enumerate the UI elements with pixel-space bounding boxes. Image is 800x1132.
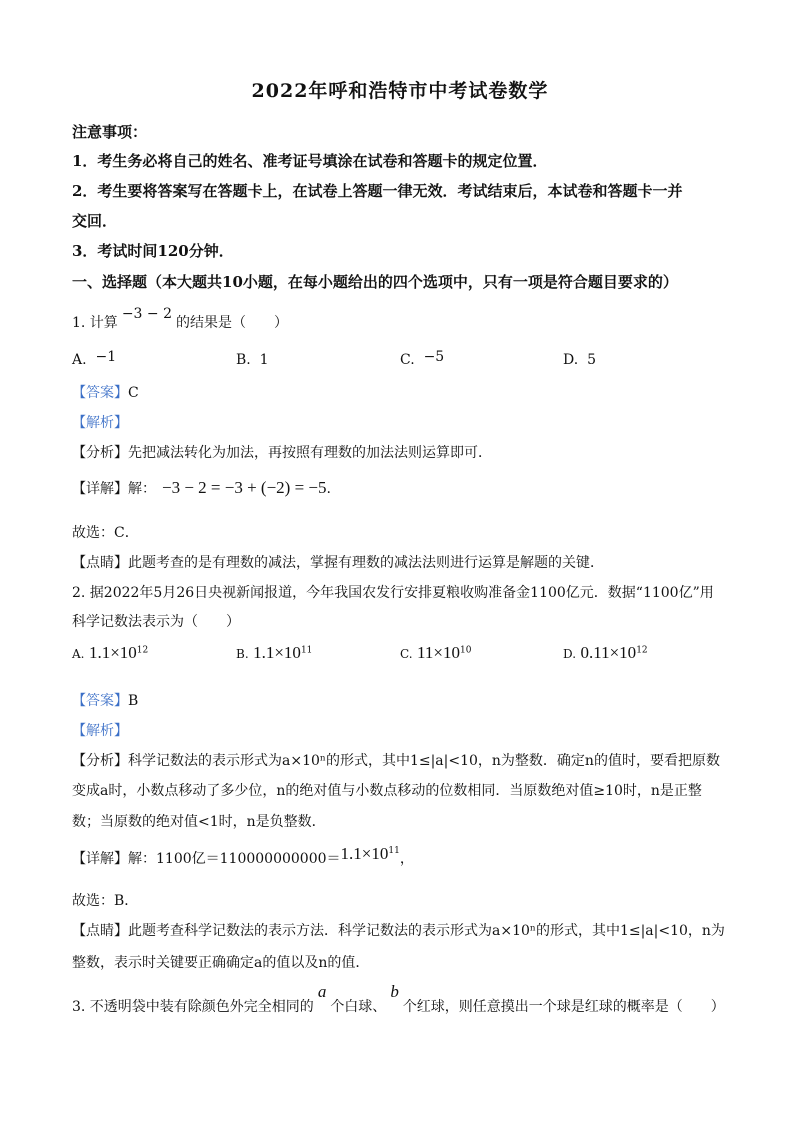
q1-detail: 【详解】解： −3 − 2 = −3 + (−2) = −5. bbox=[72, 478, 331, 497]
answer-value: B bbox=[128, 693, 139, 709]
q2-analysis-line-2: 变成a时，小数点移动了多少位，n的绝对值与小数点移动的位数相同．当原数绝对值≥10时，n是正整 bbox=[72, 783, 702, 799]
q2-detail: 【详解】解：1100亿$=110000000000=1.1\times 10^{11}$， bbox=[72, 844, 414, 867]
question-2-line-2: 科学记数法表示为（ ） bbox=[72, 614, 240, 630]
q1-prefix: 1. 计算 bbox=[72, 315, 118, 331]
answer-value: C bbox=[128, 385, 139, 401]
q1-choose: 故选：C． bbox=[72, 525, 139, 541]
q2-answer bbox=[72, 690, 138, 710]
q1-option-a: A. −1 bbox=[72, 349, 117, 368]
question-2-line-1: 2. 据2022年5月26日央视新闻报道，今年我国农发行安排夏粮收购准备金1100亿元．数据“1100亿”用 bbox=[72, 585, 714, 601]
var-a: a bbox=[317, 982, 327, 1001]
question-3: 3. 不透明袋中装有除颜色外完全相同的a个白球、b个红球，则任意摸出一个球是红球的概率是（ ） bbox=[72, 982, 725, 1015]
notice-item-2-cont: 交回． bbox=[72, 212, 118, 230]
notice-heading: 注意事项： bbox=[72, 123, 148, 141]
analysis-tag: 【分析】 bbox=[72, 753, 128, 769]
q2-option-c: C. $11\times 10^{10}$ bbox=[400, 643, 472, 662]
q2-analysis-line-1: 【分析】科学记数法的表示形式为a×10ⁿ的形式，其中1≤|a|<10，n为整数．确定n的值时，要看把原数 bbox=[72, 753, 720, 769]
notice-item-3: 3．考试时间120分钟． bbox=[72, 242, 234, 260]
q1-analysis: 【分析】先把减法转化为加法，再按照有理数的加法法则运算即可． bbox=[72, 445, 492, 461]
q2-option-a: A. $1.1\times 10^{12}$ bbox=[72, 643, 149, 662]
q1-comment: 【点睛】此题考查的是有理数的减法，掌握有理数的减法法则进行运算是解题的关键． bbox=[72, 555, 604, 571]
q1-option-b: B. 1 bbox=[236, 352, 269, 368]
q1-detail-expression: −3 − 2 = −3 + (−2) = −5 bbox=[162, 478, 327, 497]
answer-tag: 【答案】 bbox=[72, 693, 128, 709]
q1-suffix: 的结果是（ ） bbox=[176, 315, 288, 331]
detail-tag: 【详解】 bbox=[72, 851, 128, 867]
notice-item-1: 1．考生务必将自己的姓名、准考证号填涂在试卷和答题卡的规定位置． bbox=[72, 152, 548, 170]
q1-option-c: C. −5 bbox=[400, 349, 445, 368]
q1-answer bbox=[72, 382, 139, 402]
q1-option-d: D. 5 bbox=[563, 352, 597, 368]
notice-item-2: 2．考生要将答案写在答题卡上，在试卷上答题一律无效．考试结束后，本试卷和答题卡一并 bbox=[72, 182, 683, 200]
q1-jiexi-tag: 【解析】 bbox=[72, 415, 128, 431]
page-title: 2022年呼和浩特市中考试卷数学 bbox=[251, 80, 549, 102]
q1-expression: −3 − 2 bbox=[121, 306, 172, 322]
q2-comment-line-1: 【点睛】此题考查科学记数法的表示方法．科学记数法的表示形式为a×10ⁿ的形式，其中1≤|a|<10，n为 bbox=[72, 923, 725, 939]
q2-option-d: D. $0.11\times 10^{12}$ bbox=[563, 643, 648, 662]
q2-analysis-line-3: 数；当原数的绝对值<1时，n是负整数． bbox=[72, 814, 326, 830]
q2-choose: 故选：B． bbox=[72, 893, 139, 909]
comment-tag: 【点睛】 bbox=[72, 923, 128, 939]
analysis-tag: 【分析】 bbox=[72, 445, 128, 461]
q2-option-b: B. $1.1\times 10^{11}$ bbox=[236, 643, 313, 662]
var-b: b bbox=[390, 982, 399, 1001]
answer-tag: 【答案】 bbox=[72, 385, 128, 401]
q2-jiexi-tag: 【解析】 bbox=[72, 723, 128, 739]
detail-tag: 【详解】 bbox=[72, 481, 128, 497]
section-heading: 一、选择题（本大题共10小题，在每小题给出的四个选项中，只有一项是符合题目要求的） bbox=[72, 273, 678, 291]
question-1 bbox=[72, 306, 288, 332]
comment-tag: 【点睛】 bbox=[72, 555, 128, 571]
q2-comment-line-2: 整数，表示时关键要正确确定a的值以及n的值． bbox=[72, 955, 370, 971]
